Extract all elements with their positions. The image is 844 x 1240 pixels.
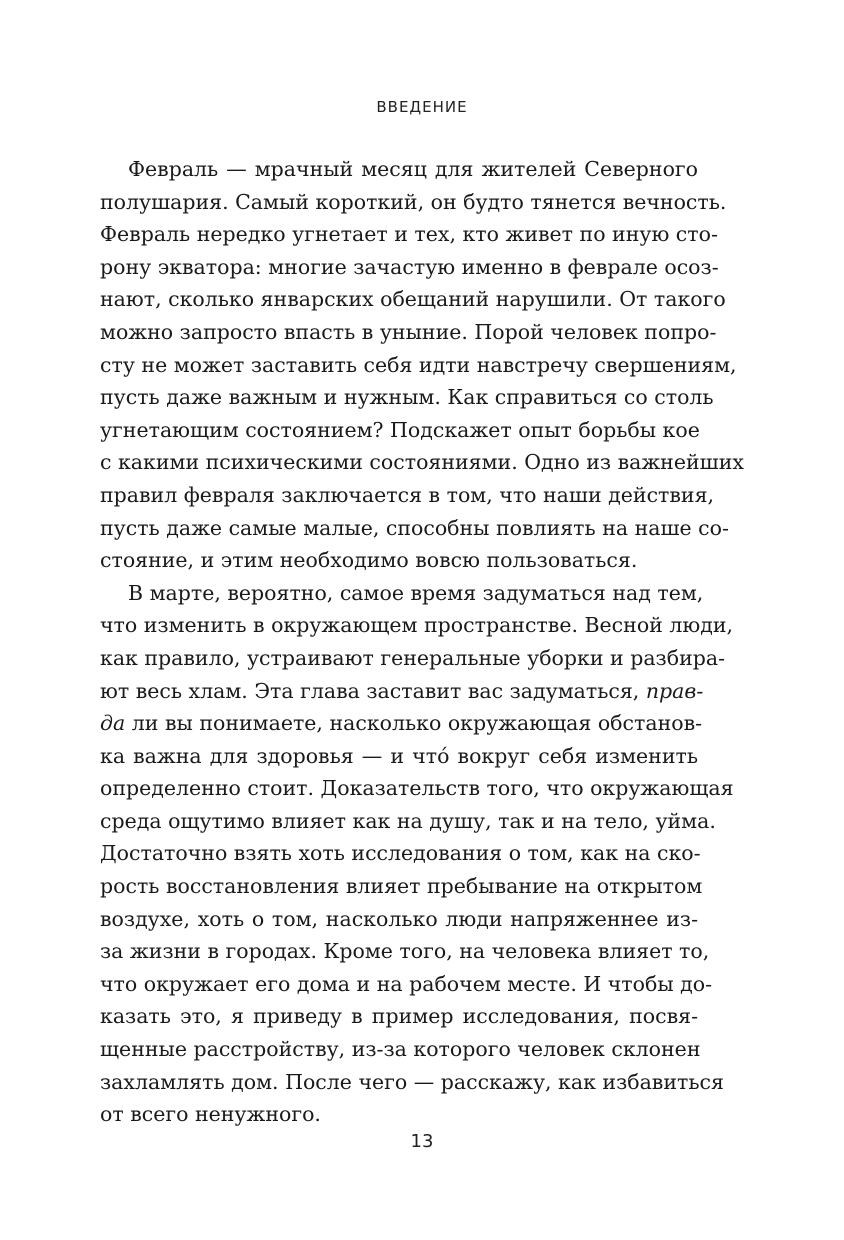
text-line: с какими психическими состояниями. Одно из важнейших	[100, 450, 744, 475]
text-line: стояние, и этим необходимо вовсю пользоваться.	[100, 548, 638, 573]
text-line: Февраль — мрачный месяц для жителей Северного	[128, 157, 698, 181]
text-line: пусть даже важным и нужным. Как справиться со столь	[100, 385, 714, 410]
text-line: сту не может заставить себя идти навстречу свершениям,	[100, 352, 737, 377]
text-line: ка важна для здоровья — и что́ вокруг себя изменить	[100, 743, 698, 768]
page-number: 13	[410, 1131, 434, 1152]
italic-fragment: прав-	[645, 678, 704, 703]
text-line: можно запросто впасть в уныние. Порой человек попро-	[100, 319, 717, 344]
text-line: казать это, я приведу в пример исследования, посвя-	[100, 1004, 698, 1029]
text-line: что окружает его дома и на рабочем месте. И чтобы до-	[100, 971, 713, 996]
text-line	[100, 675, 704, 708]
text-line: рость восстановления влияет пребывание на открытом	[100, 874, 703, 899]
text-line: среда ощутимо влияет как на душу, так и на тело, уйма.	[100, 808, 716, 833]
text-line: что изменить в окружающем пространстве. Весной люди,	[100, 613, 734, 638]
text-line: от всего ненужного.	[100, 1102, 321, 1127]
text-line: захламлять дом. После чего — расскажу, как избавиться	[100, 1069, 724, 1094]
text-fragment: ют весь хлам. Эта глава заставит вас задуматься,	[100, 678, 640, 703]
text-line: как правило, устраивают генеральные уборки и разбира-	[100, 645, 725, 670]
text-line	[100, 707, 703, 740]
text-line: за жизни в городах. Кроме того, на человека влияет то,	[100, 939, 710, 964]
text-line: определенно стоит. Доказательств того, что окружающая	[100, 776, 734, 801]
running-header: ВВЕДЕНИЕ	[376, 98, 468, 116]
body-text	[100, 153, 744, 1131]
text-line: щенные расстройству, из-за которого человек склонен	[100, 1037, 701, 1062]
text-fragment: ли вы понимаете, насколько окружающая обстанов-	[131, 711, 703, 736]
text-line: рону экватора: многие зачастую именно в феврале осоз-	[100, 254, 719, 279]
text-line: пусть даже самые малые, способны повлиять на наше со-	[100, 515, 729, 540]
text-line: В марте, вероятно, самое время задуматься над тем,	[128, 580, 704, 605]
text-line: нают, сколько январских обещаний нарушили. От такого	[100, 287, 726, 312]
text-line: полушария. Самый короткий, он будто тянется вечность.	[100, 189, 727, 214]
text-line: воздухе, хоть о том, насколько люди напряженнее из-	[100, 906, 698, 931]
italic-fragment: да	[100, 711, 126, 736]
text-line: Февраль нередко угнетает и тех, кто живет по иную сто-	[100, 222, 718, 247]
text-line: Достаточно взять хоть исследования о том, как на ско-	[100, 841, 701, 866]
text-line: правил февраля заключается в том, что наши действия,	[100, 482, 715, 507]
text-line: угнетающим состоянием? Подскажет опыт борьбы кое	[100, 417, 700, 442]
